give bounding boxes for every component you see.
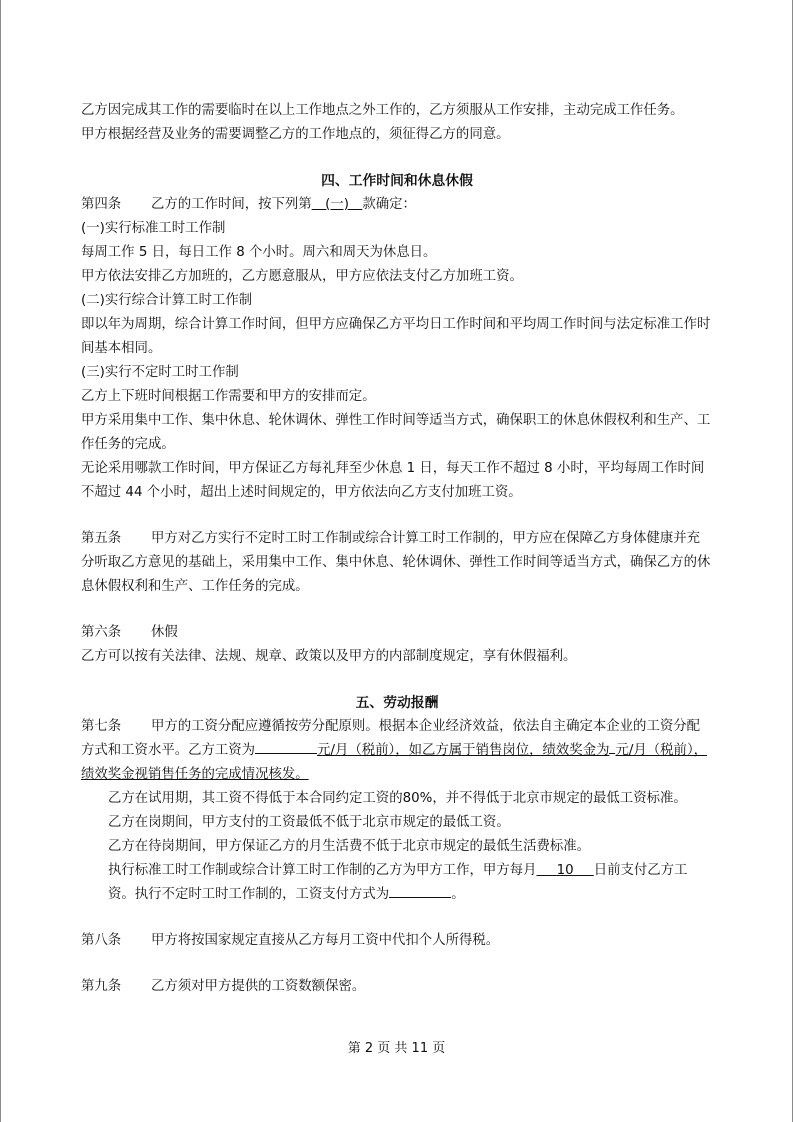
pay-method-blank <box>389 897 451 898</box>
option-3-line-2: 甲方采用集中工作、集中休息、轮休调休、弹性工作时间等适当方式，确保职工的休息休假权利和生产、工作任务的完成。 <box>81 413 711 452</box>
article-number: 第四条 <box>81 197 122 212</box>
option-1-title: (一)实行标准工时工作制 <box>81 221 226 236</box>
article-number: 第五条 <box>81 531 122 546</box>
article-7: 第七条 甲方的工资分配应遵循按劳分配原则。根据本企业经济效益，依法自主确定本企业的工资分配方式和工资水平。乙方工资为 元/月（税前），如乙方属于销售岗位，绩效奖金为 元/月（税前），绩效奖金视销售任务的完成情况核发。 <box>81 715 713 787</box>
salary-amount-blank <box>255 753 317 754</box>
option-1-line-2: 甲方依法安排乙方加班的，乙方愿意服从，甲方应依法支付乙方加班工资。 <box>81 269 523 284</box>
article-7-pay-date: 执行标准工时工作制或综合计算工时工作制的乙方为甲方工作，甲方每月 10 日前支付乙方工资。执行不定时工时工作制的，工资支付方式为 。 <box>108 863 688 902</box>
option-3-line-1: 乙方上下班时间根据工作需要和甲方的安排而定。 <box>81 389 376 404</box>
article-8: 第八条 甲方将按国家规定直接从乙方每月工资中代扣个人所得税。 <box>81 929 713 953</box>
option-1-line-1: 每周工作 5 日，每日工作 8 个小时。周六和周天为休息日。 <box>81 245 437 260</box>
pay-day: 10 <box>556 863 574 878</box>
article-number: 第九条 <box>81 979 122 994</box>
article-7-probation: 乙方在试用期，其工资不得低于本合同约定工资的80%，并不得低于北京市规定的最低工资标准。 <box>108 791 687 806</box>
article-7-on-duty: 乙方在岗期间，甲方支付的工资最低不低于北京市规定的最低工资。 <box>108 815 510 830</box>
option-3-title: (三)实行不定时工时工作制 <box>81 365 239 380</box>
article-7-standby: 乙方在待岗期间，甲方保证乙方的月生活费不低于北京市规定的最低生活费标准。 <box>108 839 591 854</box>
article-number: 第七条 <box>81 719 122 734</box>
article-9: 第九条 乙方须对甲方提供的工资数额保密。 <box>81 975 713 999</box>
page-number: 第 2 页 共 11 页 <box>347 1041 446 1056</box>
paragraph-location-temp: 乙方因完成其工作的需要临时在以上工作地点之外工作的，乙方须服从工作安排，主动完成工作任务。 <box>81 103 684 118</box>
article-4: 第四条 乙方的工作时间，按下列第 (一) 款确定： <box>81 193 713 217</box>
article-6: 第六条 休假 <box>81 621 713 645</box>
article-number: 第六条 <box>81 625 122 640</box>
work-time-choice: (一) <box>325 197 349 212</box>
option-3-line-3: 无论采用哪款工作时间，甲方保证乙方每礼拜至少休息 1 日，每天工作不超过 8 小时，平均每周工作时间不超过 44 个小时，超出上述时间规定的，甲方依法向乙方支付加班工资。 <box>81 461 705 500</box>
article-number: 第八条 <box>81 933 122 948</box>
article-5: 第五条 甲方对乙方实行不定时工时工作制或综合计算工时工作制的，甲方应在保障乙方身体健康并充分听取乙方意见的基础上，采用集中工作、集中休息、轮休调休、弹性工作时间等适当方式，确保乙方的休息休假权利和生产、工作任务的完成。 <box>81 527 713 599</box>
section-heading-work-time: 四、工作时间和休息休假 <box>321 173 473 189</box>
section-heading-remuneration: 五、劳动报酬 <box>355 695 439 711</box>
option-2-title: (二)实行综合计算工时工作制 <box>81 293 253 308</box>
document-body <box>81 99 713 999</box>
option-2-line-1: 即以年为周期，综合计算工作时间，但甲方应确保乙方平均日工作时间和平均周工作时间与法定标准工作时间基本相同。 <box>81 317 711 356</box>
page-border-left <box>0 0 1 1122</box>
article-6-text: 乙方可以按有关法律、法规、规章、政策以及甲方的内部制度规定，享有休假福利。 <box>81 649 577 664</box>
paragraph-location-change: 甲方根据经营及业务的需要调整乙方的工作地点的，须征得乙方的同意。 <box>81 127 510 142</box>
